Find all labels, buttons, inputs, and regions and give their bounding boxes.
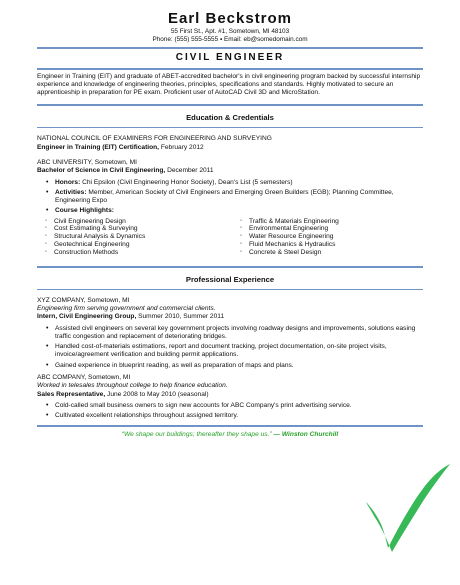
degree-line [37, 167, 423, 175]
ncees-cert-line [37, 144, 423, 152]
job-bullets [37, 402, 423, 420]
job-role-line [37, 313, 423, 321]
course-item: ◦ Fluid Mechanics & Hydraulics [240, 241, 423, 249]
job-title: CIVIL ENGINEER [175, 51, 285, 63]
experience-rule [37, 289, 423, 290]
job-company: ABC COMPANY, Sometown, MI [37, 373, 131, 381]
education-rule [37, 127, 423, 128]
course-column-right [240, 218, 423, 257]
resume-page [37, 10, 423, 439]
experience-heading: Professional Experience [185, 274, 275, 284]
course-item: ◦ Structural Analysis & Dynamics [45, 233, 228, 241]
degree: Bachelor of Science in Civil Engineering, [37, 167, 166, 175]
university-name: ABC UNIVERSITY, Sometown, MI [37, 158, 137, 166]
job-bullets [37, 325, 423, 370]
job-company: XYZ COMPANY, Sometown, MI [37, 296, 130, 304]
job-description: Engineering firm serving government and commercial clients. [37, 304, 216, 312]
ncees-org: NATIONAL COUNCIL OF EXAMINERS FOR ENGINEERING AND SURVEYING [37, 135, 272, 143]
course-item: ◦ Cost Estimating & Surveying [45, 225, 228, 233]
summary-paragraph: Engineer in Training (EIT) and graduate of ABET-accredited bachelor's in civil engineering program backed by successful internship experience and knowledge of engineering theories, principles, specifications and standards. Highly motivated to secure an apprenticeship in preparation for PE exam. Proficient user of AutoCAD Civil 3D and MicroStation. [37, 72, 421, 96]
course-item: ◦ Concrete & Steel Design [240, 249, 423, 257]
ncees-entry [37, 135, 423, 152]
courses-item [46, 207, 423, 215]
education-bullets [37, 179, 423, 216]
contact-line: Phone: (555) 555-5555 ▪ Email: eb@somedomain.com [152, 36, 308, 44]
checkmark-icon [360, 462, 456, 554]
quote-text: “We shape our buildings; thereafter they shape us.” [121, 431, 272, 439]
job-entry [37, 297, 423, 370]
address-line: 55 First St., Apt. #1, Sometown, MI 48103 [170, 28, 290, 35]
course-item: ◦ Environmental Engineering [240, 225, 423, 233]
degree-date: December 2011 [165, 167, 214, 175]
honors-item [46, 179, 423, 187]
courses-label: Course Highlights: [55, 207, 114, 215]
course-column-left [45, 218, 228, 257]
candidate-name: Earl Beckstrom [167, 10, 293, 27]
activities-label: Activities: [55, 188, 87, 196]
job-bullet: • Gained experience in blueprint reading, as well as preparation of maps and plans. [46, 362, 423, 370]
course-grid [37, 218, 423, 257]
title-rule [37, 68, 423, 70]
ncees-date: February 2012 [159, 143, 204, 151]
job-bullet: • Cultivated excellent relationships throughout assigned territory. [46, 412, 423, 420]
job-role: Sales Representative, [37, 390, 106, 398]
university-entry [37, 159, 423, 257]
job-bullet: • Handled cost-of-materials estimations, report and document tracking, project documentation, on-site project visits, invoice/agreement verification and building permit applications. [46, 343, 423, 359]
job-bullet: • Assisted civil engineers on several key government projects involving roadway designs and improvements, solutions easing traffic congestion and replacement of deteriorating bridges. [46, 325, 423, 341]
footer-quote [37, 427, 423, 439]
course-item: ◦ Water Resource Engineering [240, 233, 423, 241]
course-item: ◦ Construction Methods [45, 249, 228, 257]
quote-author: — Winston Churchill [271, 431, 339, 439]
honors-text: Chi Epsilon (Civil Engineering Honor Society), Dean's List (5 semesters) [80, 178, 293, 186]
course-item: ◦ Geotechnical Engineering [45, 241, 228, 249]
course-item: ◦ Civil Engineering Design [45, 218, 228, 226]
activities-item [46, 189, 423, 205]
job-description: Worked in telesales throughout college to help finance education. [37, 382, 228, 390]
activities-text: Member, American Society of Civil Engineers and Emerging Green Builders (EGB); Planning Committee, Engineering Expo [55, 188, 394, 205]
job-dates: Summer 2010, Summer 2011 [136, 313, 225, 321]
ncees-cert: Engineer in Training (EIT) Certification, [37, 143, 159, 151]
job-dates: June 2008 to May 2010 (seasonal) [105, 390, 209, 398]
job-entry [37, 374, 423, 421]
education-heading: Education & Credentials [186, 113, 274, 123]
course-item: ◦ Traffic & Materials Engineering [240, 218, 423, 226]
honors-label: Honors: [55, 178, 81, 186]
job-role-line [37, 391, 423, 399]
job-role: Intern, Civil Engineering Group, [37, 313, 137, 321]
job-bullet: • Cold-called small business owners to sign new accounts for ABC Company's print advertising service. [46, 402, 423, 410]
